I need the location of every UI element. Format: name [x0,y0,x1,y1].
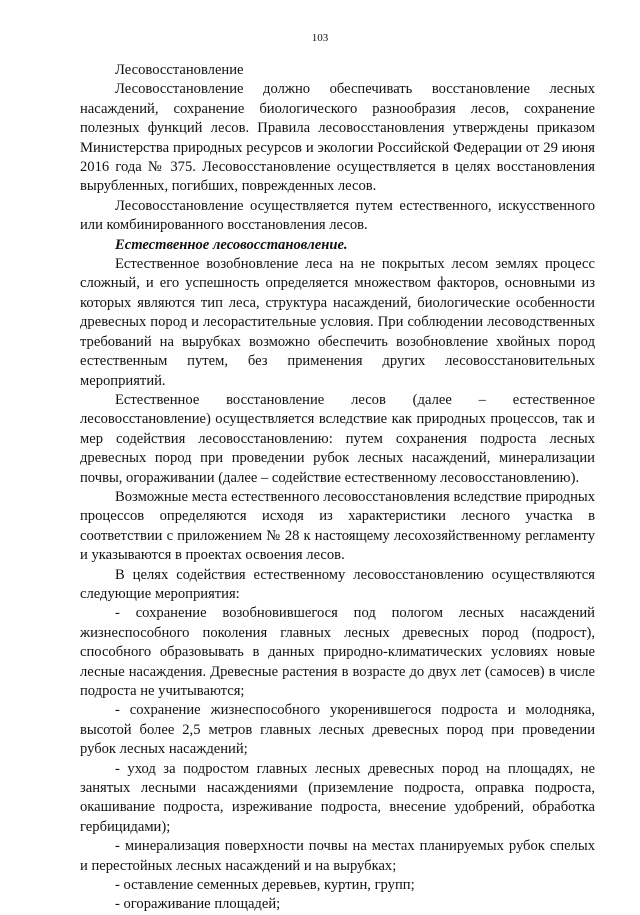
list-item: - сохранение жизнеспособного укоренившегося подроста и молодняка, высотой более 2,5 метров главных лесных древесных пород при проведении рубок лесных насаждений; [80,702,595,758]
page-number: 103 [311,32,329,44]
document-body [80,61,595,915]
list-item: - сохранение возобновившегося под пологом лесных насаждений жизнеспособного поколения главных лесных древесных пород (подрост), способного образовывать в данных природно-климатических условиях новые лесные насаждения. Древесные растения в возрасте до двух лет (самосев) в числе подроста не учитываются; [80,605,595,699]
section-title: Лесовосстановление [115,62,244,78]
list-item: - минерализация поверхности почвы на местах планируемых рубок спелых и перестойных лесных насаждений и на вырубках; [80,838,595,874]
paragraph: Лесовосстановление должно обеспечивать восстановление лесных насаждений, сохранение биологического разнообразия лесов, сохранение полезных функций лесов. Правила лесовосстановления утверждены приказом Министерства природных ресурсов и экологии Российской Федерации от 29 июня 2016 года № 375. Лесовосстановление осуществляется в целях восстановления вырубленных, погибших, поврежденных лесов. [80,81,595,195]
list-item: - огораживание площадей; [115,896,281,913]
paragraph: Возможные места естественного лесовосстановления вследствие природных процессов определяются исходя из характеристики лесного участка в соответствии с приложением № 28 к настоящему лесохозяйственному регламенту и указываются в проектах освоения лесов. [80,488,595,564]
list-item: - оставление семенных деревьев, куртин, групп; [115,877,415,894]
paragraph: В целях содействия естественному лесовосстановлению осуществляются следующие мероприятия: [80,566,595,602]
subsection-heading: Естественное лесовосстановление. [115,236,348,253]
paragraph: Лесовосстановление осуществляется путем естественного, искусственного или комбинированного восстановления лесов. [80,197,595,234]
list-item: - уход за подростом главных лесных древесных пород на площадях, не занятых лесными насаждениями (приземление подроста, оправка подроста, окашивание подроста, изреживание подроста, внесение удобрений, обработка гербицидами); [80,760,595,835]
paragraph: Естественное восстановление лесов (далее – естественное лесовосстановление) осуществляется вследствие как природных процессов, так и мер содействия лесовосстановлению: путем сохранения подроста лесных древесных пород при проведении рубок лесных насаждений, минерализации почвы, огораживании (далее – содействие естественному лесовосстановлению). [80,391,595,486]
paragraph: Естественное возобновление леса на не покрытых лесом землях процесс сложный, и его успешность определяется множеством факторов, основными из которых являются тип леса, структура насаждений, биологические особенности древесных пород и лесорастительные условия. При соблюдении лесоводственных требований на вырубках возможно обеспечить возобновление хвойных пород естественным путем, без применения других лесовосстановительных мероприятий. [80,256,595,389]
